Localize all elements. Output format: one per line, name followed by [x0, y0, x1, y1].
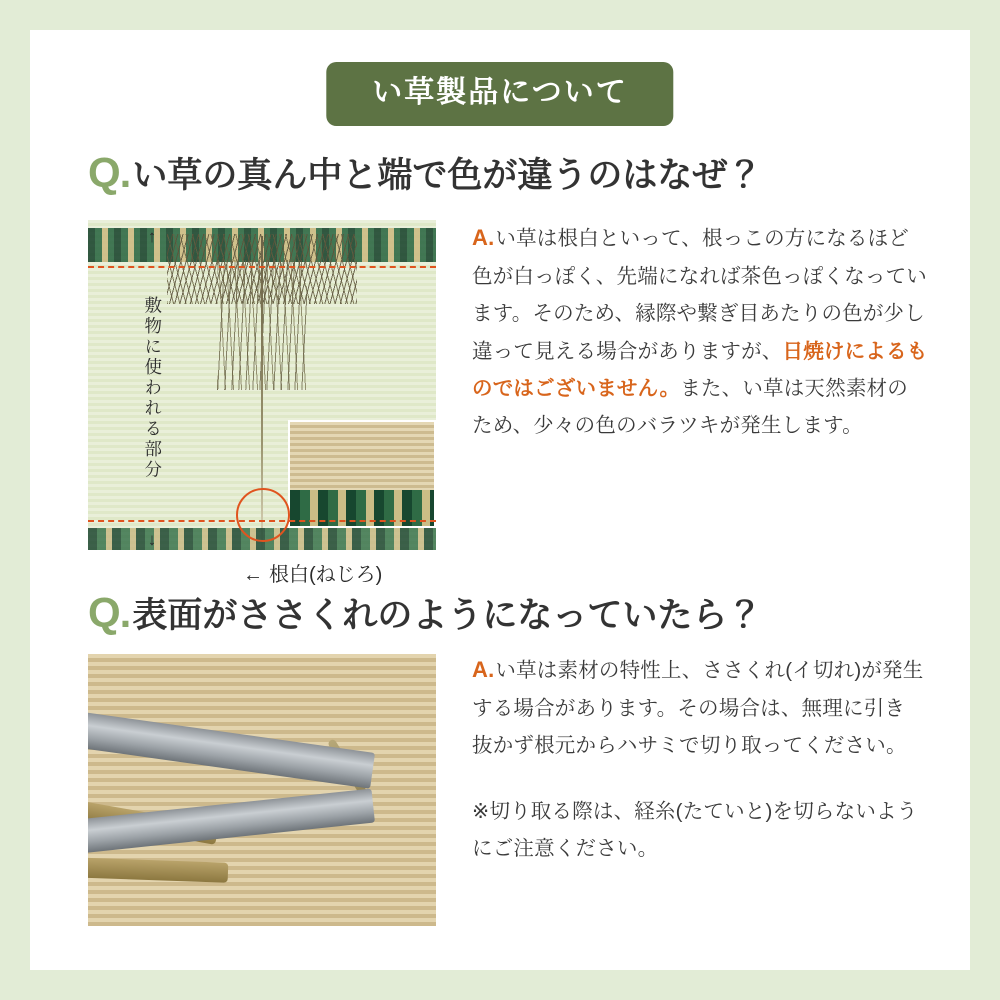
question-mark-2: Q.: [88, 589, 131, 636]
answer-mark-2: A.: [472, 657, 495, 682]
caption-vertical-text: 敷物に使われる部分: [142, 295, 163, 481]
nejiro-label: 根白(ねじろ): [269, 564, 383, 586]
header-badge: い草製品について: [326, 62, 673, 126]
answer-1-text-part2: また、い草は天然素材のため、少々の色のバラツキが発生します。: [472, 376, 908, 438]
caption-down-arrow-icon: ↓: [147, 530, 157, 549]
answer-mark-1: A.: [472, 225, 495, 250]
answer-1-paragraph: [472, 218, 928, 445]
photo1-vertical-caption: [135, 228, 169, 548]
answer-2-paragraph: [472, 650, 924, 765]
answer-block-2: [472, 650, 924, 867]
content-card: [30, 30, 970, 970]
question-heading-2: [88, 588, 762, 638]
caption-up-arrow-icon: ↑: [147, 227, 157, 246]
answer-2-note: ※切り取る際は、経糸(たていと)を切らないようにご注意ください。: [472, 799, 918, 860]
answer-2-text: い草は素材の特性上、ささくれ(イ切れ)が発生する場合があります。その場合は、無理に引き抜かず根元からハサミで切り取ってください。: [472, 659, 924, 758]
question-text-1: い草の真ん中と端で色が違うのはなぜ？: [132, 156, 763, 195]
answer-1-highlight: 日焼けによるものではございません。: [472, 339, 928, 400]
nejiro-callout: [243, 558, 382, 587]
answer-1-text-part1: い草は根白といって、根っこの方になるほど色が白っぽく、先端になれば茶色っぽくなっています。そのため、縁際や繋ぎ目あたりの色が少し違って見える場合がありますが、: [472, 227, 927, 363]
question-text-2: 表面がささくれのようになっていたら？: [132, 596, 763, 635]
tatami-weave-texture-2: [88, 654, 436, 926]
scissors-on-tatami-photo: [88, 654, 436, 926]
tatami-inset-photo: [288, 420, 436, 528]
answer-block-1: [472, 218, 928, 445]
left-arrow-icon: ←: [243, 564, 263, 586]
question-mark-1: Q.: [88, 149, 131, 196]
question-heading-1: [88, 148, 762, 198]
nejiro-circle-marker: [236, 488, 290, 542]
